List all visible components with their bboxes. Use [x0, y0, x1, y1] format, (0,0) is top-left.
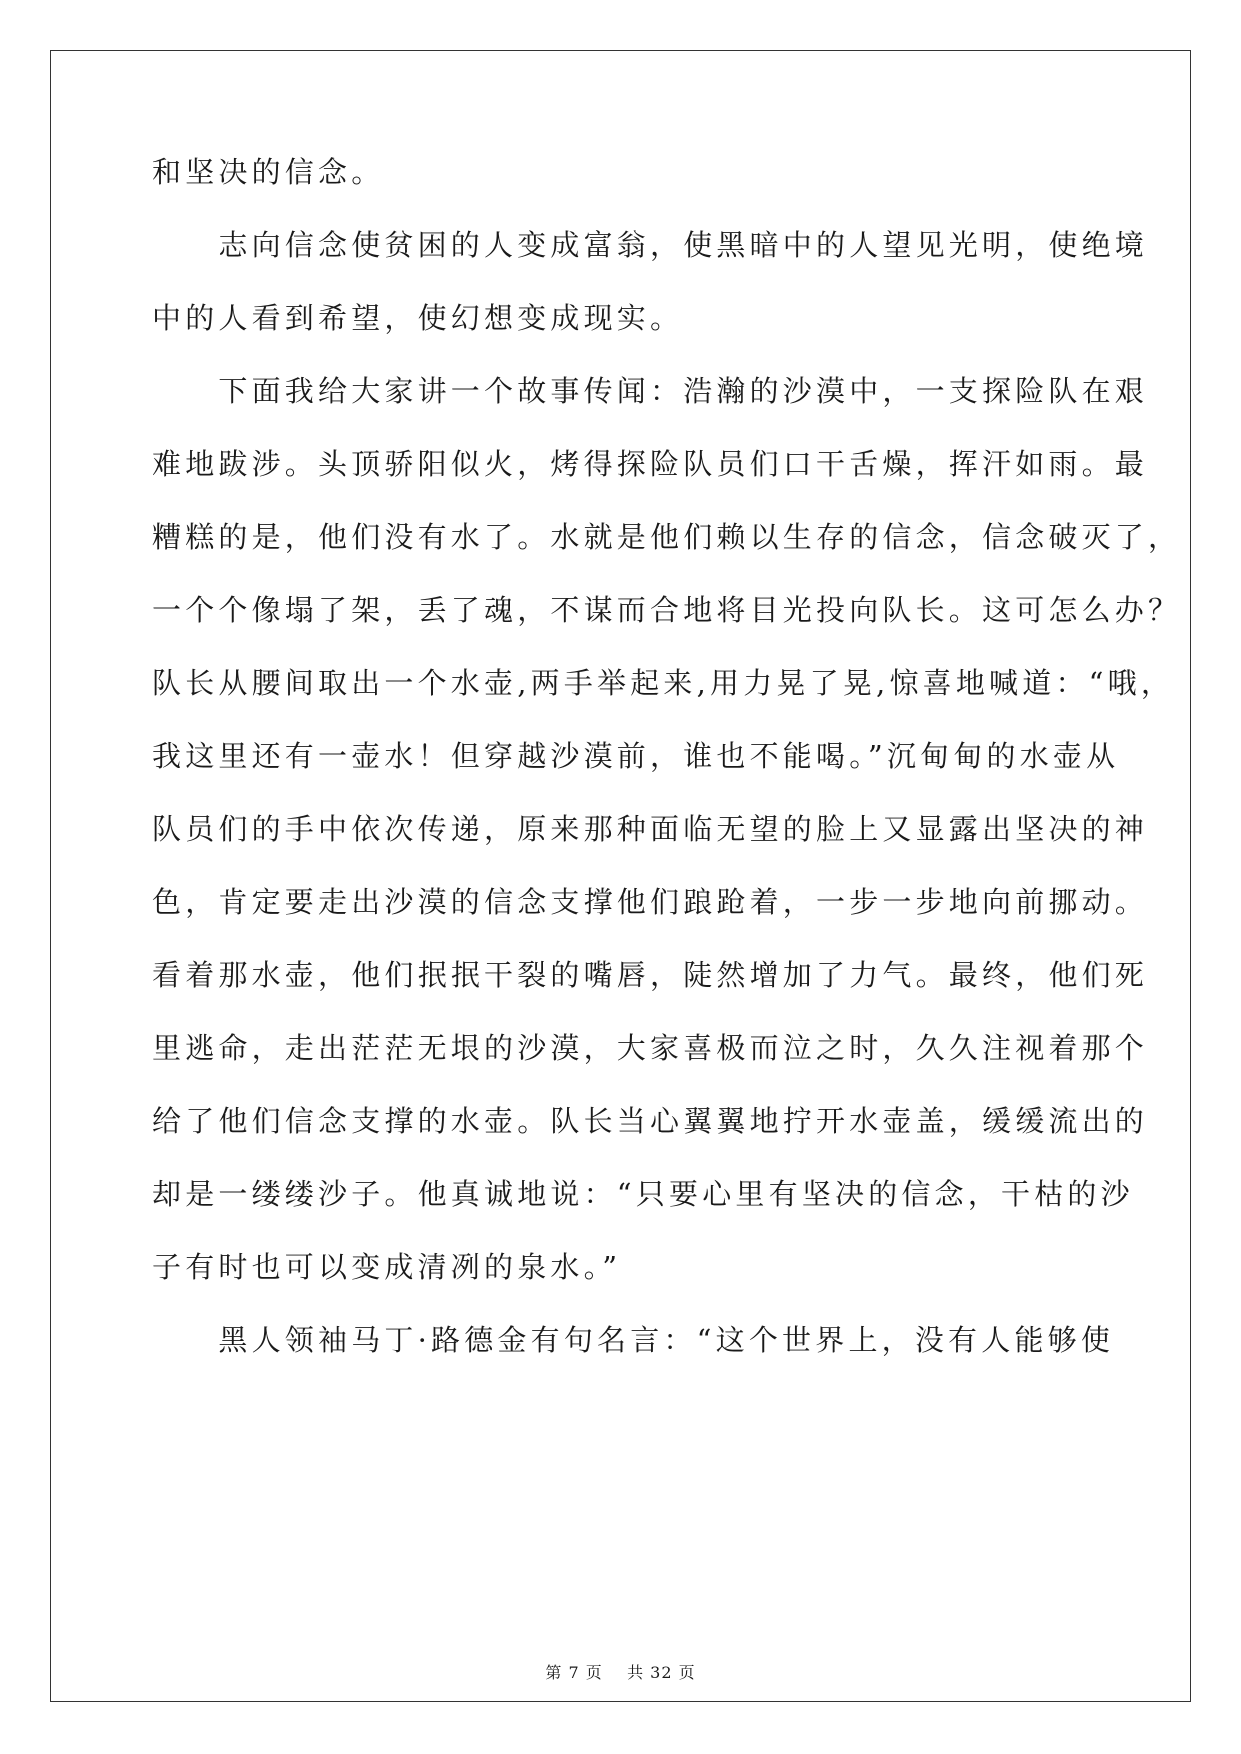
text-line: 给了他们信念支撑的水壶。队长当心翼翼地拧开水壶盖，缓缓流出的 [152, 1104, 1149, 1138]
text-line: 队员们的手中依次传递，原来那种面临无望的脸上又显露出坚决的神 [152, 812, 1149, 846]
text-line: 却是一缕缕沙子。他真诚地说：“只要心里有坚决的信念，干枯的沙 [152, 1177, 1134, 1211]
text-line: 志向信念使贫困的人变成富翁，使黑暗中的人望见光明，使绝境 [152, 228, 1149, 262]
text-line: 和坚决的信念。 [152, 155, 385, 189]
text-line: 色，肯定要走出沙漠的信念支撑他们踉跄着，一步一步地向前挪动。 [152, 885, 1149, 919]
text-line: 队长从腰间取出一个水壶,两手举起来,用力晃了晃,惊喜地喊道：“哦， [152, 666, 1175, 700]
text-line: 下面我给大家讲一个故事传闻：浩瀚的沙漠中，一支探险队在艰 [152, 374, 1149, 408]
text-line: 糟糕的是，他们没有水了。水就是他们赖以生存的信念，信念破灭了， [152, 520, 1182, 554]
text-line: 一个个像塌了架，丢了魂，不谋而合地将目光投向队长。这可怎么办？ [152, 593, 1182, 627]
text-line: 黑人领袖马丁·路德金有句名言：“这个世界上，没有人能够使 [152, 1323, 1115, 1357]
text-line: 中的人看到希望，使幻想变成现实。 [152, 301, 684, 335]
text-line: 看着那水壶，他们抿抿干裂的嘴唇，陡然增加了力气。最终，他们死 [152, 958, 1149, 992]
text-line: 子有时也可以变成清冽的泉水。” [152, 1250, 622, 1284]
text-line: 难地跋涉。头顶骄阳似火，烤得探险队员们口干舌燥，挥汗如雨。最 [152, 447, 1149, 481]
text-line: 里逃命，走出茫茫无垠的沙漠，大家喜极而泣之时，久久注视着那个 [152, 1031, 1149, 1065]
text-line: 我这里还有一壶水！但穿越沙漠前，谁也不能喝。”沉甸甸的水壶从 [152, 739, 1120, 773]
page-number-footer: 第 7 页 共 32 页 [545, 1663, 696, 1682]
